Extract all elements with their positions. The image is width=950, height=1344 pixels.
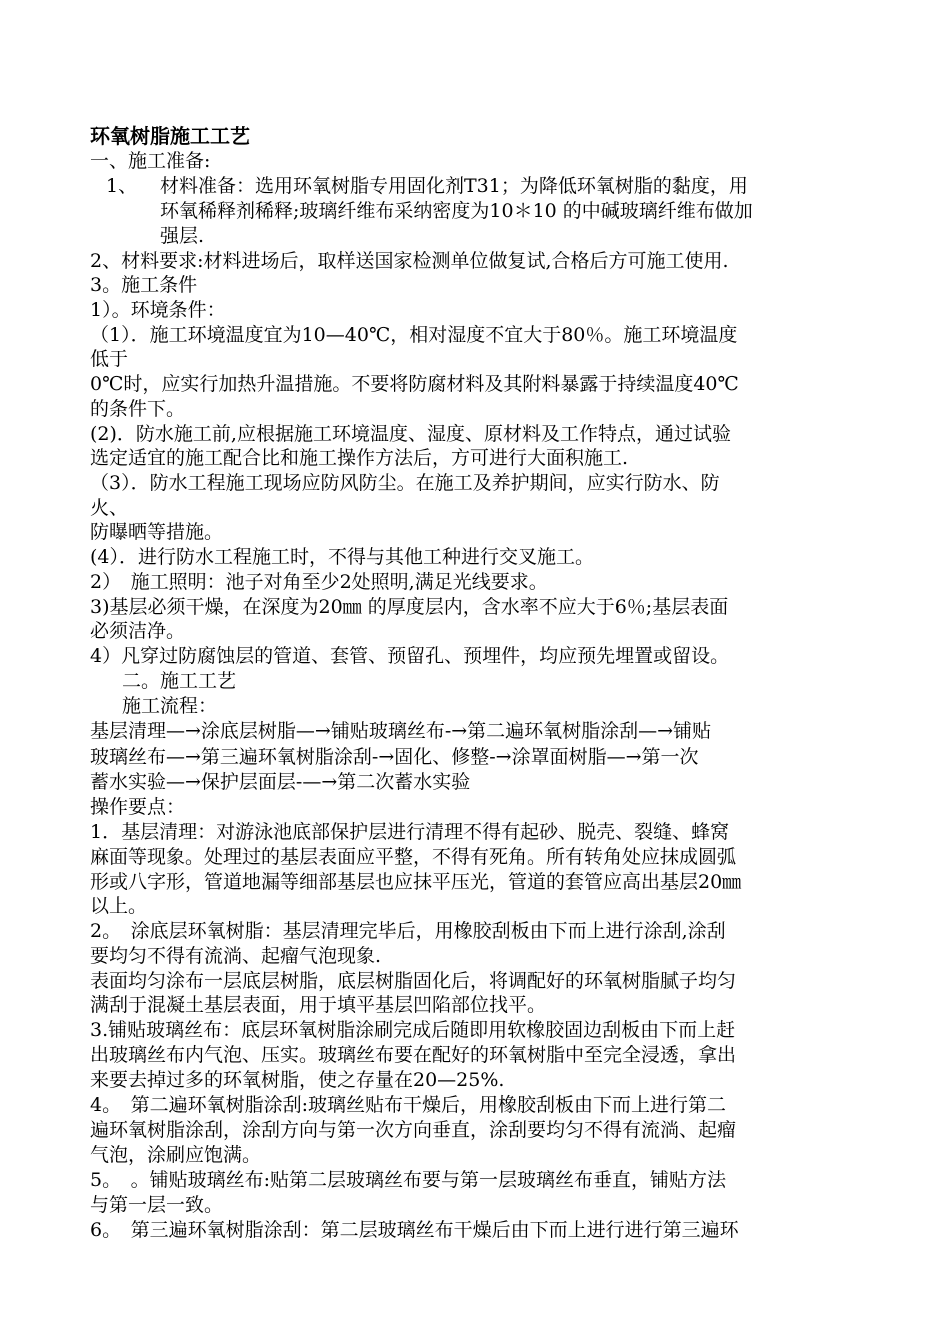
paragraph-line: 表面均匀涂布一层底层树脂，底层树脂固化后，将调配好的环氧树脂腻子均匀: [90, 970, 737, 992]
paragraph-line: 环氧稀释剂稀释;玻璃纤维布采纳密度为10＊10 的中碱玻璃纤维布做加: [160, 200, 753, 222]
subsection-heading: 施工流程：: [122, 695, 218, 717]
paragraph-line: 6。 第三遍环氧树脂涂刮：第二层玻璃丝布干燥后由下而上进行进行第三遍环: [90, 1219, 739, 1241]
paragraph-line: 麻面等现象。处理过的基层表面应平整，不得有死角。所有转角处应抹成圆弧: [90, 846, 737, 868]
section-heading: 3。施工条件: [90, 274, 198, 296]
paragraph-line: (4）．进行防水工程施工时，不得与其他工种进行交叉施工。: [90, 546, 595, 568]
paragraph-line: 满刮于混凝土基层表面，用于填平基层凹陷部位找平。: [90, 994, 547, 1016]
process-flow-line: 玻璃丝布—→第三遍环氧树脂涂刮-→固化、修整-→涂罩面树脂—→第一次: [90, 746, 699, 768]
paragraph-line: 遍环氧树脂涂刮，涂刮方向与第一次方向垂直，涂刮要均匀不得有流淌、起瘤: [90, 1119, 737, 1141]
paragraph-line: 火、: [90, 497, 129, 519]
paragraph-line: 3)基层必须干燥，在深度为20㎜ 的厚度层内，含水率不应大于6％;基层表面: [90, 596, 729, 618]
subsection-heading: 1）。环境条件：: [90, 299, 226, 321]
paragraph-line: 强层.: [160, 225, 205, 247]
paragraph-line: 5。 。铺贴玻璃丝布:贴第二层玻璃丝布要与第一层玻璃丝布垂直，铺贴方法: [90, 1169, 726, 1191]
paragraph-line: 0℃时，应实行加热升温措施。不要将防腐材料及其附料暴露于持续温度40℃: [90, 373, 739, 395]
list-number: 1、: [106, 175, 138, 197]
paragraph-line: 防曝晒等措施。: [90, 521, 224, 543]
paragraph-line: （3）．防水工程施工现场应防风防尘。在施工及养护期间，应实行防水、防: [90, 472, 720, 494]
paragraph-line: （1）．施工环境温度宜为10—40℃，相对湿度不宜大于80％。施工环境温度: [90, 324, 738, 346]
paragraph-line: 3.铺贴玻璃丝布：底层环氧树脂涂刷完成后随即用软橡胶固边刮板由下而上赶: [90, 1019, 736, 1041]
process-flow-line: 蓄水实验—→保护层面层-—→第二次蓄水实验: [90, 771, 471, 793]
paragraph-line: 低于: [90, 348, 129, 370]
section-heading: 一、施工准备:: [90, 150, 211, 172]
process-flow-line: 基层清理—→涂底层树脂—→铺贴玻璃丝布-→第二遍环氧树脂涂刮—→铺贴: [90, 720, 712, 742]
paragraph-line: 2、材料要求:材料进场后，取样送国家检测单位做复试,合格后方可施工使用.: [90, 250, 729, 272]
document-title: 环氧树脂施工工艺: [90, 124, 250, 148]
paragraph-line: 的条件下。: [90, 398, 186, 420]
section-heading: 二。施工工艺: [122, 670, 237, 692]
paragraph-line: 选定适宜的施工配合比和施工操作方法后，方可进行大面积施工.: [90, 447, 629, 469]
paragraph-line: 以上。: [90, 895, 148, 917]
paragraph-line: 1．基层清理：对游泳池底部保护层进行清理不得有起砂、脱壳、裂缝、蜂窝: [90, 821, 730, 843]
paragraph-line: 气泡，涂刷应饱满。: [90, 1144, 262, 1166]
paragraph-line: 材料准备：选用环氧树脂专用固化剂T31；为降低环氧树脂的黏度，用: [160, 175, 748, 197]
paragraph-line: 来要去掉过多的环氧树脂，使之存量在20—25%.: [90, 1069, 505, 1091]
paragraph-line: 出玻璃丝布内气泡、压实。玻璃丝布要在配好的环氧树脂中至完全浸透，拿出: [90, 1044, 737, 1066]
paragraph-line: 形或八字形，管道地漏等细部基层也应抹平压光，管道的套管应高出基层20㎜: [90, 871, 742, 893]
paragraph-line: 2。 涂底层环氧树脂：基层清理完毕后，用橡胶刮板由下而上进行涂刮,涂刮: [90, 920, 726, 942]
paragraph-line: 必须洁净。: [90, 620, 186, 642]
paragraph-line: 2） 施工照明：池子对角至少2处照明,满足光线要求。: [90, 571, 548, 593]
paragraph-line: (2)．防水施工前,应根据施工环境温度、湿度、原材料及工作特点，通过试验: [90, 423, 731, 445]
subsection-heading: 操作要点：: [90, 796, 186, 818]
paragraph-line: 要均匀不得有流淌、起瘤气泡现象.: [90, 945, 382, 967]
paragraph-line: 4。 第二遍环氧树脂涂刮:玻璃丝贴布干燥后，用橡胶刮板由下而上进行第二: [90, 1094, 726, 1116]
paragraph-line: 4）凡穿过防腐蚀层的管道、套管、预留孔、预埋件，均应预先埋置或留设。: [90, 645, 730, 667]
paragraph-line: 与第一层一致。: [90, 1194, 224, 1216]
